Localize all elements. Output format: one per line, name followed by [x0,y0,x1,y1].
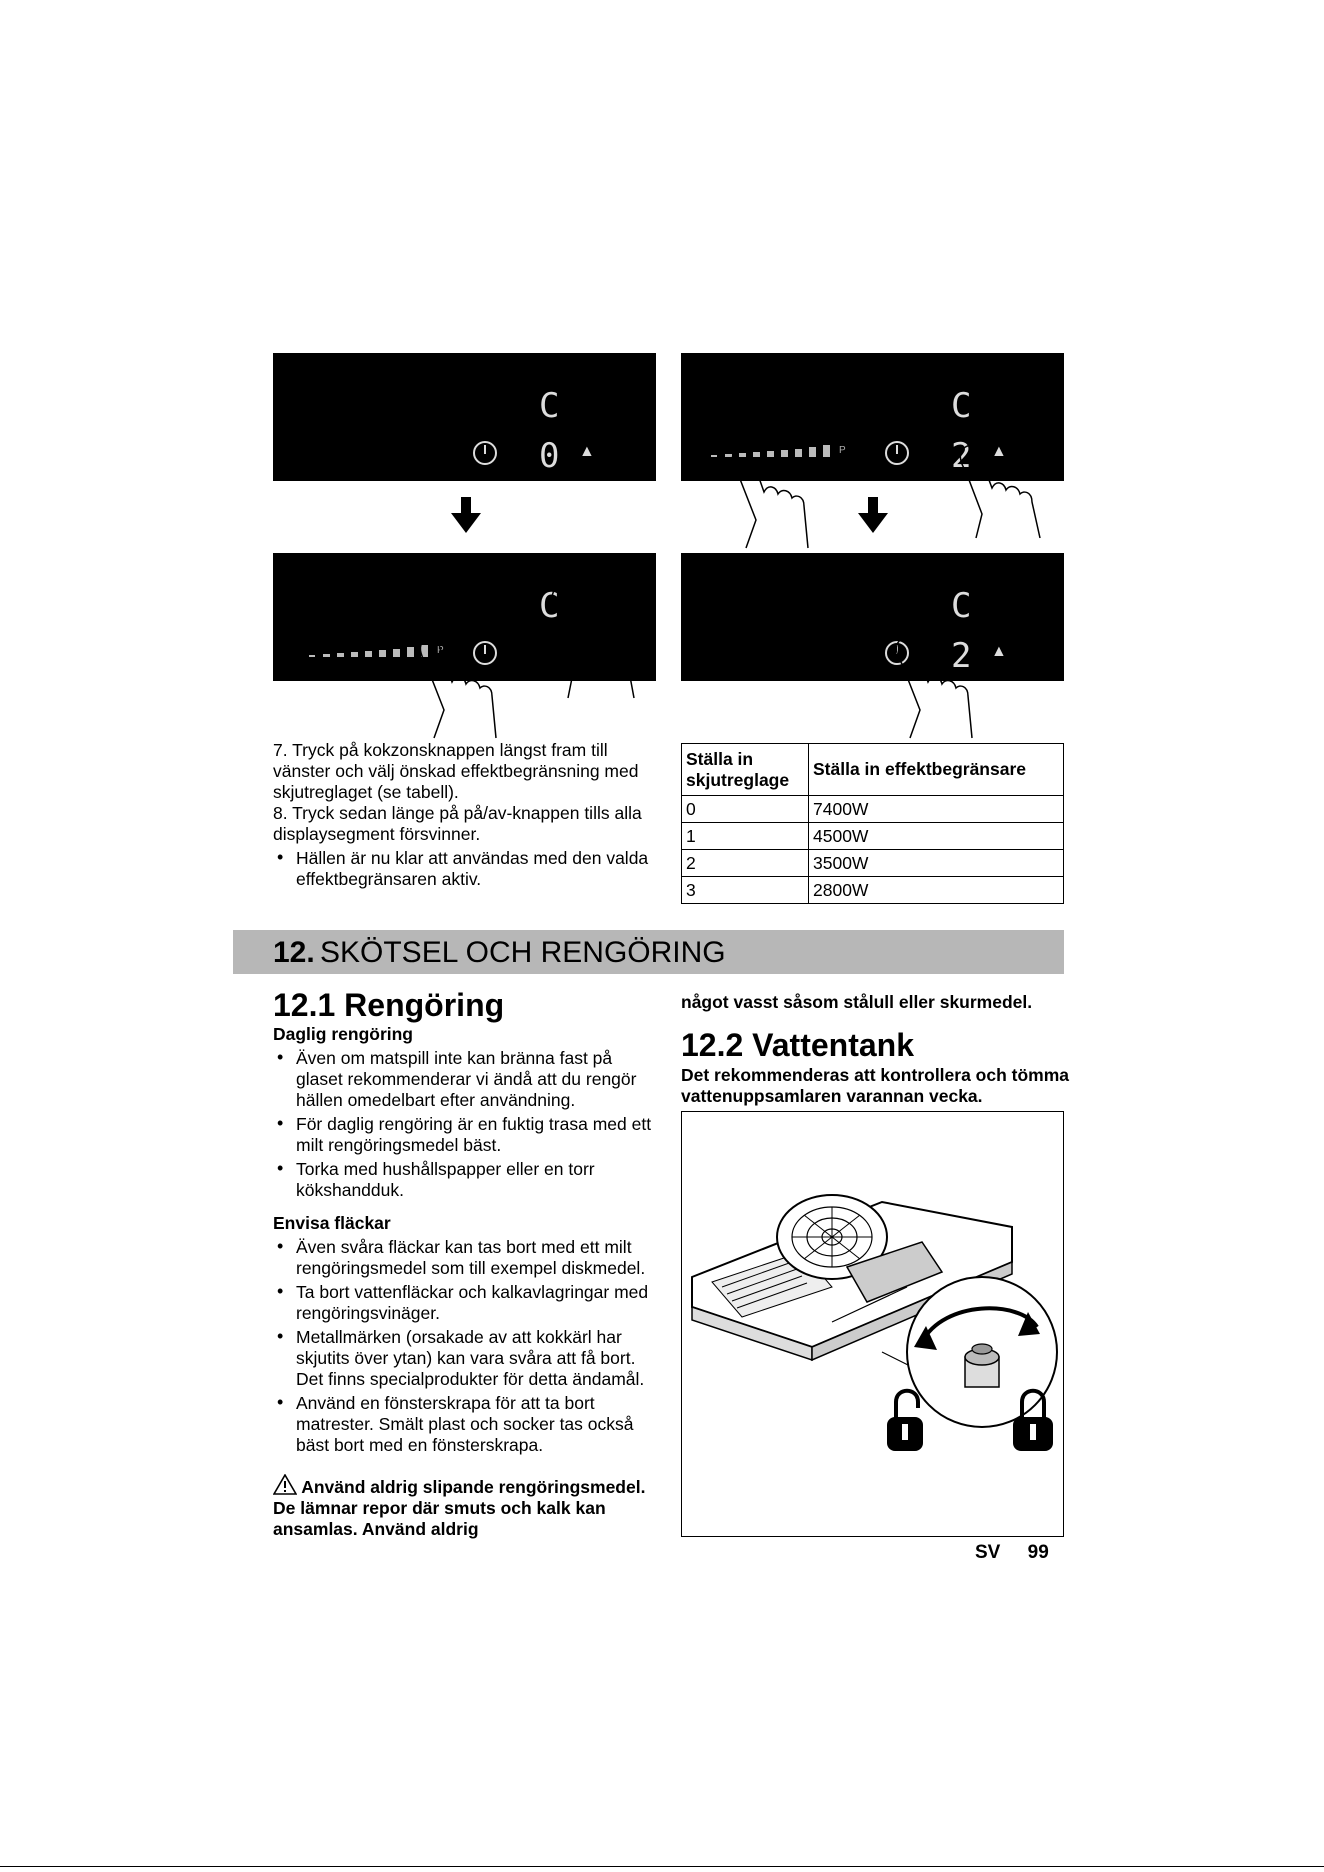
section-12-1 [273,986,663,1540]
table-row [682,850,1064,877]
table-cell: 4500W [809,823,1064,850]
daily-heading: Daglig rengöring [273,1024,413,1044]
steps-text [273,740,663,890]
table-cell: 0 [682,796,809,823]
step-bullet: • Hällen är nu klar att användas med den valda effektbegränsaren aktiv. [273,848,663,890]
footer-page-number: 99 [1027,1542,1049,1563]
stains-heading: Envisa fläckar [273,1213,391,1233]
lock-open-icon [887,1391,923,1451]
page-footer [975,1542,1049,1564]
table-cell: 3500W [809,850,1064,877]
display-bottom-segment: 2 [951,436,972,476]
display-bottom-segment: 0 [539,436,560,476]
warning-continuation: något vasst såsom stålull eller skurmedel. [681,992,1033,1012]
table-header-limiter: Ställa in effektbegränsare [809,744,1064,796]
step-8: 8. Tryck sedan länge på på/av-knappen tills alla displaysegment försvinner. [273,803,642,844]
table-cell: 2800W [809,877,1064,904]
hob-underside-drawing [682,1112,1063,1536]
power-icon [473,441,497,465]
table-row [682,796,1064,823]
footer-language: SV [975,1542,1001,1563]
list-item: • Metallmärken (orsakade av att kokkärl har skjutits över ytan) kan vara svåra att få bort. Det finns specialprodukter för detta ändamål. [273,1327,663,1390]
bottom-rule [0,1866,1324,1867]
hand-pointer-icon [404,630,514,740]
table-row [682,823,1064,850]
hand-pointer-icon [880,630,990,740]
table-cell: 3 [682,877,809,904]
hood-fan-icon: ▲ [991,643,1007,660]
hand-pointer-icon [716,440,826,550]
display-top-segment: C [951,586,972,626]
step-7: 7. Tryck på kokzonsknappen längst fram till vänster och välj önskad effektbegränsning med skjutreglaget (se tabell). [273,740,639,802]
hand-pointer-icon [538,580,658,700]
water-tank-illustration [681,1111,1064,1537]
list-item: • Ta bort vattenfläckar och kalkavlagringar med rengöringsvinäger. [273,1282,663,1324]
table-row [682,877,1064,904]
display-bottom-segment: 2 [951,636,972,676]
hood-fan-icon: ▲ [579,443,595,460]
list-item: • Torka med hushållspapper eller en torr kökshandduk. [273,1159,663,1201]
subsection-title: 12.2 Vattentank [681,1027,914,1063]
display-top-segment: C [539,386,560,426]
water-tank-intro: Det rekommenderas att kontrollera och tömma vattenuppsamlaren varannan vecka. [681,1065,1070,1106]
table-header-slider: Ställa in skjutreglage [682,744,809,796]
list-item: • För daglig rengöring är en fuktig trasa med ett milt rengöringsmedel bäst. [273,1114,663,1156]
hand-pointer-icon [950,436,1060,540]
control-panel-confirm [681,553,1064,681]
power-icon [885,441,909,465]
p-indicator: P [437,645,444,656]
display-top-segment: C [539,586,560,626]
arrow-down-icon [858,497,888,533]
list-item: • Även svåra fläckar kan tas bort med ett milt rengöringsmedel som till exempel diskmedel. [273,1237,663,1279]
section-heading-bar [233,930,1064,974]
table-cell: 1 [682,823,809,850]
p-indicator: P [839,445,846,456]
table-cell: 2 [682,850,809,877]
warning-icon [273,1474,297,1495]
hood-fan-icon: ▲ [991,443,1007,460]
power-limit-table [681,743,1064,904]
display-top-segment: C [951,386,972,426]
list-item: • Använd en fönsterskrapa för att ta bort matrester. Smält plast och socker tas också bäst bort med en fönsterskrapa. [273,1393,663,1456]
arrow-down-icon [451,497,481,533]
table-cell: 7400W [809,796,1064,823]
section-number: 12. [273,936,315,969]
section-title: SKÖTSEL OCH RENGÖRING [320,936,726,969]
control-panel-initial [273,353,656,481]
list-item: • Även om matspill inte kan bränna fast på glaset rekommenderar vi ändå att du rengör hällen omedelbart efter användning. [273,1048,663,1111]
subsection-title: 12.1 Rengöring [273,987,505,1023]
warning-text: Använd aldrig slipande rengöringsmedel. De lämnar repor där smuts och kalk kan ansamlas. Använd aldrig [273,1474,663,1540]
